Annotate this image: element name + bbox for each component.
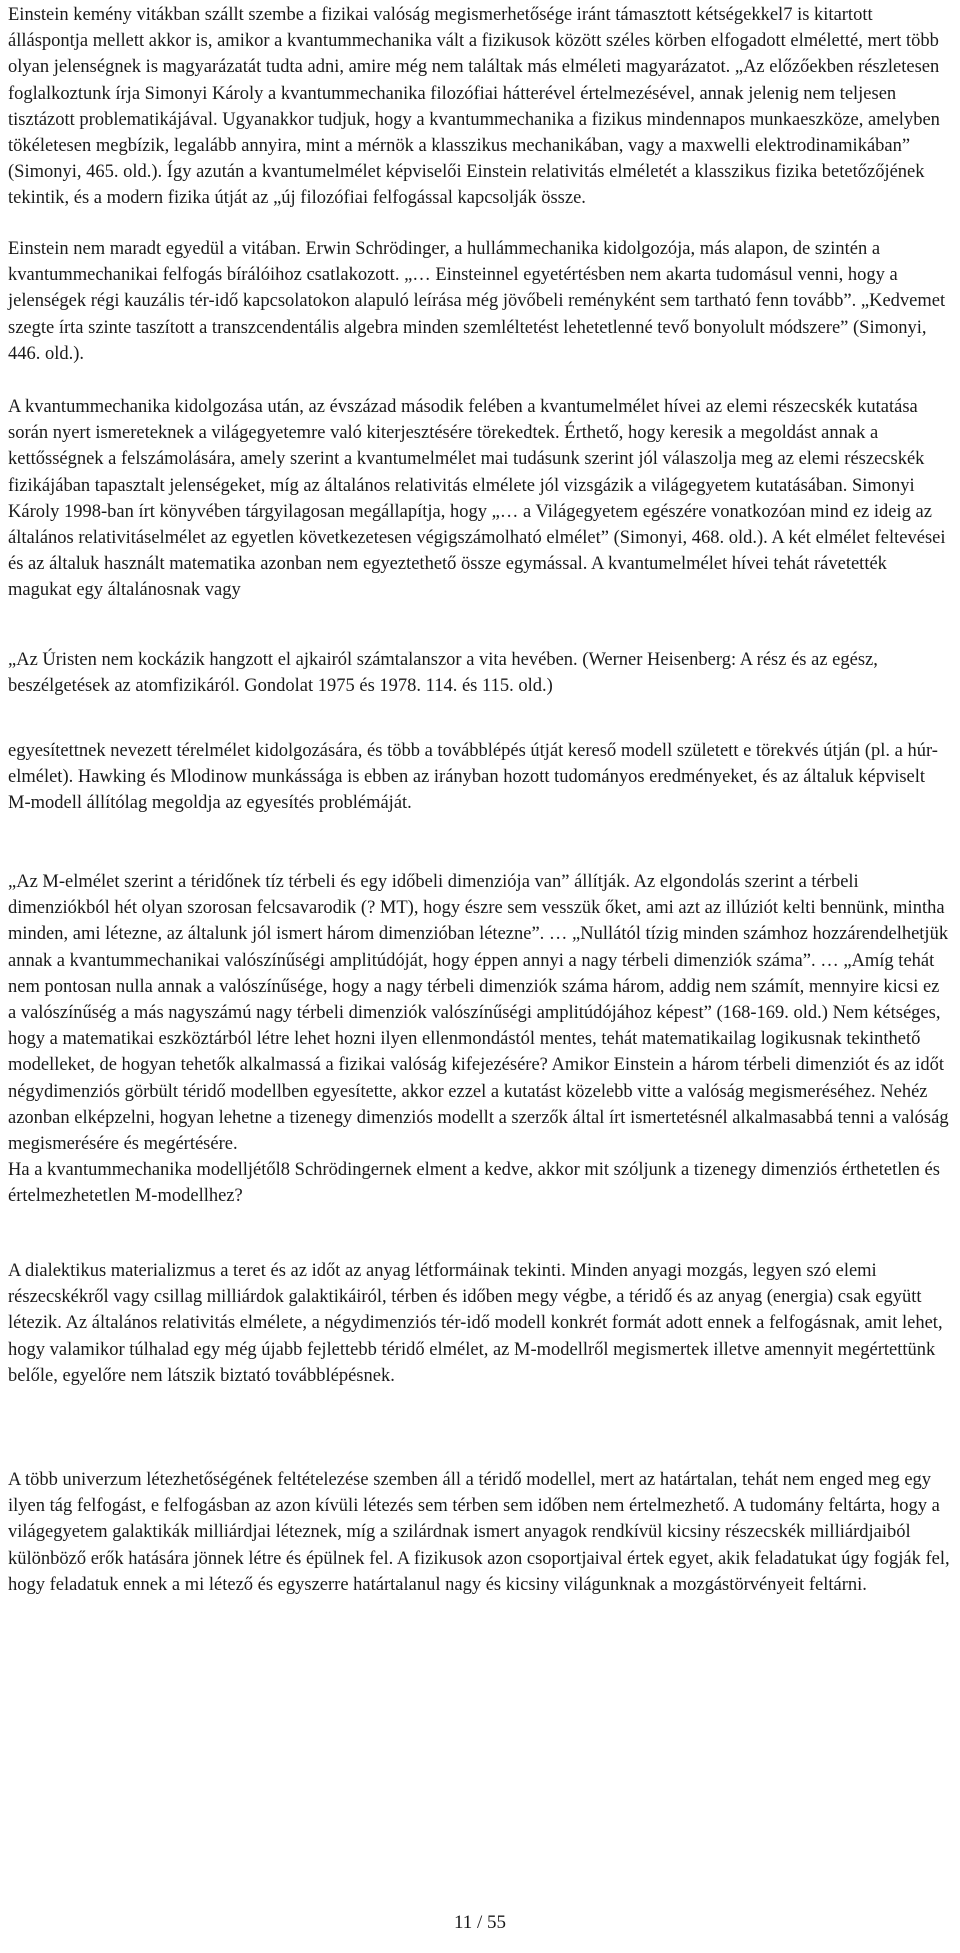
paragraph-multiverse: A több univerzum létezhetőségének feltételezése szemben áll a téridő modellel, mert az határtalan, tehát nem enged meg egy ilyen tág felfogást, e felfogásban az azon kívüli létezés sem térben sem időben nem értelmezhető. A tudomány feltárta, hogy a világegyetem galaktikák milliárdjai léteznek, míg a szilárdnak ismert anyagok rendkívül kicsiny részecskék milliárdjaiból különböző erők hatására jönnek létre és épülnek fel. A fizikusok azon csoportjaival értek egyet, akik feladatukat úgy fogják fel, hogy feladatuk ennek a mi létező és egyszerre határtalanul nagy és kicsiny világunknak a mozgástörvényeit feltárni. [8,1470,955,1595]
paragraph-schrodinger: Einstein nem maradt egyedül a vitában. Erwin Schrödinger, a hullámmechanika kidolgozója, más alapon, de szintén a kvantummechanikai felfogás bírálóihoz csatlakozott. „… Einsteinnel egyetértésben nem akarta tudomásul venni, hogy a jelenségek régi kauzális tér-idő kapcsolatokon alapuló leírása még jövőbeli reményként sem tartható fenn tovább”. „Kedvemet szegte írta szinte taszított a transzcendentális algebra minden szemléltetést lehetetlenné tevő bonyolult módszere” (Simonyi, 446. old.). [8,239,950,364]
page-number: 11 / 55 [453,1912,507,1933]
paragraph-m-theory: „Az M-elmélet szerint a téridőnek tíz térbeli és egy időbeli dimenziója van” állítják. Az elgondolás szerint a térbeli dimenziókból hét olyan szorosan felcsavarodik (? MT), hogy észre sem vesszük őket, ami azt az illúziót kelti bennünk, mintha minden, ami létezne, az általunk jól ismert három dimenzióban létezne”. … „Nullától tízig minden számhoz hozzárendelhetjük annak a kvantummechanikai valószínűségi amplitúdóját, hogy éppen annyi a nagy térbeli dimenziók száma”. … „Amíg tehát nem pontosan nulla annak a valószínűsége, hogy a nagy térbeli dimenziók száma három, addig nem számít, mennyire kicsi ez a valószínűség a más nagyszámú nagy térbeli dimenziók valószínűségi amplitúdójához képest” (168-169. old.) Nem kétséges, hogy a matematikai eszköztárból létre lehet hozni ilyen ellenmondástól mentes, tehát matematikailag logikusnak tekinthető modelleket, de hogyan tehetők alkalmassá a fizikai valóság kifejezésére? Amikor Einstein a három térbeli dimenziót és az időt négydimenziós görbült téridő modellben egyesítette, akkor ezzel a kutatást közelebb vitte a valóság megismeréséhez. Nehéz azonban elképzelni, hogyan lehetne a tizenegy dimenziós modellt a szerzők által írt ismertetésnél alkalmasabbá tenni a valóság megismerésére és megértésére. Ha a kvantummechanika modelljétől8 Schrödingernek elment a kedve, akkor mit szóljunk a tizenegy dimenziós érthetetlen és értelmezhetetlen M-modellhez? [8,872,949,1207]
paragraph-dialectical-materialism: A dialektikus materializmus a teret és az időt az anyag létformáinak tekinti. Minden anyagi mozgás, legyen szó elemi részecskékről vagy csillag milliárdok galaktikáiról, térben és időben megy végbe, a téridő és az anyag (energia) csak együtt létezik. Az általános relativitás elmélete, a négydimenziós tér-idő modell konkrét formát adott ennek a felfogásnak, amit lehet, hogy valamikor túlhalad egy még újabb fejlettebb téridő elmélet, az M-modellről megismertek illetve amennyit megértettünk belőle, egyelőre nem látszik biztató továbblépésnek. [8,1261,948,1386]
paragraph-unified-field: egyesítettnek nevezett térelmélet kidolgozására, és több a továbblépés útját kereső modell született e törekvés útján (pl. a húr-elmélet). Hawking és Mlodinow munkássága is ebben az irányban hozott tudományos eredményeket, és az általuk képviselt M-modell állítólag megoldja az egyesítés problémáját. [8,741,938,814]
paragraph-einstein-debates: Einstein kemény vitákban szállt szembe a fizikai valóság megismerhetősége iránt támasztott kétségekkel7 is kitartott álláspontja mellett akkor is, amikor a kvantummechanika vált a fizikusok között széles körben elfogadott elméletté, mert több olyan jelenségnek is magyarázatát tudta adni, amire még nem találtak más elméleti magyarázatot. „Az előzőekben részletesen foglalkoztunk írja Simonyi Károly a kvantummechanika filozófiai hátterével értelmezésével, annak jelenig nem teljesen tisztázott problematikájával. Ugyanakkor tudjuk, hogy a kvantummechanika a fizikus mindennapos munkaeszköze, amelyben tökéletesen megbízik, legalább annyira, mint a mérnök a klasszikus mechanikában, vagy a maxwelli elektrodinamikában” (Simonyi, 465. old.). Így azután a kvantumelmélet képviselői Einstein relativitás elméletét a klasszikus fizika betetőzőjének tekintik, és a modern fizika útját az „új filozófiai felfogással kapcsolják össze. [8,5,945,209]
footnote-heisenberg: „Az Úristen nem kockázik hangzott el ajkairól számtalanszor a vita hevében. (Werner Heisenberg: A rész és az egész, beszélgetések az atomfizikáról. Gondolat 1975 és 1978. 114. és 115. old.) [8,650,883,697]
paragraph-quantum-unification: A kvantummechanika kidolgozása után, az évszázad második felében a kvantumelmélet hívei az elemi részecskék kutatása során nyert ismereteknek a világegyetemre való kiterjesztésére törekedtek. Érthető, hogy keresik a megoldást annak a kettősségnek a felszámolására, amely szerint a kvantumelmélet mai tudásunk szerint jól válaszolja meg az elemi részecskék fizikájában tapasztalt jelenségeket, míg az általános relativitás elmélete jól vizsgázik a világegyetem kutatásában. Simonyi Károly 1998-ban írt könyvében tárgyilagosan megállapítja, hogy „… a Világegyetem egészére vonatkozóan mind ez ideig az általános relativitáselmélet az egyetlen következetesen végigszámolható elmélet” (Simonyi, 468. old.). A két elmélet feltevései és az általuk használt matematika azonban nem egyeztethető össze egymással. A kvantumelmélet hívei tehát rávetették magukat egy általánosnak vagy [8,397,951,601]
